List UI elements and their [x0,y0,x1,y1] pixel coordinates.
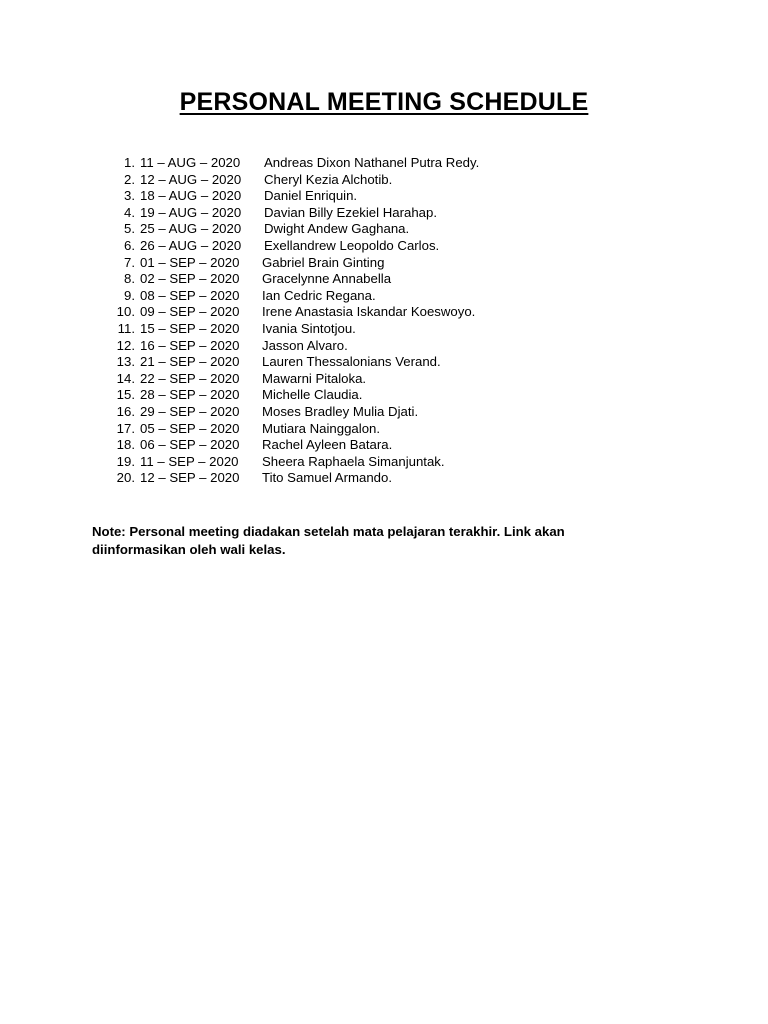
item-date: 11 – SEP – 2020 [140,453,239,469]
item-date: 01 – SEP – 2020 [140,254,240,270]
note-line: Note: Personal meeting diadakan setelah mata pelajaran terakhir. Link akan [92,524,565,539]
item-date: 02 – SEP – 2020 [140,271,240,287]
list-item [0,288,768,305]
item-date: 28 – SEP – 2020 [140,387,240,403]
item-name: Tito Samuel Armando. [262,470,392,486]
meeting-schedule-list [0,155,768,487]
item-name: Davian Billy Ezekiel Harahap. [264,204,437,220]
item-number: 19. [116,453,135,469]
item-date: 25 – AUG – 2020 [140,221,242,237]
list-item [0,371,768,388]
item-number: 14. [116,370,135,386]
item-date: 05 – SEP – 2020 [140,420,240,436]
item-date: 08 – SEP – 2020 [140,287,240,303]
item-date: 12 – SEP – 2020 [140,470,240,486]
item-name: Ian Cedric Regana. [262,287,376,303]
item-date: 21 – SEP – 2020 [140,354,240,370]
item-number: 2. [124,171,135,187]
item-name: Dwight Andew Gaghana. [264,221,410,237]
item-name: Andreas Dixon Nathanel Putra Redy. [264,155,480,170]
list-item [0,221,768,238]
note-paragraph [92,523,652,559]
list-item [0,338,768,355]
list-item [0,271,768,288]
item-date: 26 – AUG – 2020 [140,237,242,253]
note-line: diinformasikan oleh wali kelas. [92,542,286,557]
item-number: 9. [124,287,135,303]
item-number: 6. [124,237,135,253]
item-number: 16. [116,403,135,419]
item-number: 18. [116,437,135,453]
item-name: Sheera Raphaela Simanjuntak. [262,453,445,469]
item-number: 11. [117,320,135,336]
list-item [0,172,768,189]
item-date: 09 – SEP – 2020 [140,304,240,320]
item-date: 22 – SEP – 2020 [140,370,240,386]
item-number: 15. [116,387,135,403]
item-name: Mawarni Pitaloka. [262,370,367,386]
item-number: 5. [124,221,135,237]
item-name: Moses Bradley Mulia Djati. [262,403,419,419]
item-name: Michelle Claudia. [262,387,363,403]
item-name: Daniel Enriquin. [264,188,358,204]
list-item [0,188,768,205]
list-item [0,454,768,471]
item-date: 11 – AUG – 2020 [140,155,241,170]
item-date: 29 – SEP – 2020 [140,403,240,419]
item-date: 18 – AUG – 2020 [140,188,242,204]
item-name: Rachel Ayleen Batara. [262,437,393,453]
list-item [0,354,768,371]
item-number: 10. [116,304,135,320]
item-name: Ivania Sintotjou. [262,320,356,336]
item-date: 12 – AUG – 2020 [140,171,242,187]
item-number: 12. [116,337,135,353]
item-name: Jasson Alvaro. [262,337,348,353]
list-item [0,387,768,404]
page-title: PERSONAL MEETING SCHEDULE [179,88,589,116]
list-item [0,321,768,338]
item-number: 3. [124,188,135,204]
item-date: 19 – AUG – 2020 [140,204,242,220]
item-number: 13. [116,354,135,370]
item-name: Irene Anastasia Iskandar Koeswoyo. [262,304,476,320]
item-name: Gracelynne Annabella [262,271,392,287]
list-item [0,255,768,272]
item-name: Lauren Thessalonians Verand. [262,354,441,370]
item-name: Gabriel Brain Ginting [262,254,385,270]
item-number: 17. [116,420,135,436]
list-item [0,155,768,172]
list-item [0,437,768,454]
item-name: Cheryl Kezia Alchotib. [264,171,393,187]
item-name: Mutiara Nainggalon. [262,420,381,436]
list-item [0,404,768,421]
item-number: 7. [124,254,135,270]
item-number: 1. [124,155,135,170]
list-item [0,205,768,222]
list-item [0,470,768,487]
list-item [0,421,768,438]
item-date: 16 – SEP – 2020 [140,337,240,353]
item-number: 20. [116,470,135,486]
item-date: 15 – SEP – 2020 [140,320,240,336]
item-number: 4. [124,204,135,220]
list-item [0,238,768,255]
item-number: 8. [124,271,135,287]
list-item [0,304,768,321]
item-name: Exellandrew Leopoldo Carlos. [264,237,440,253]
item-date: 06 – SEP – 2020 [140,437,240,453]
